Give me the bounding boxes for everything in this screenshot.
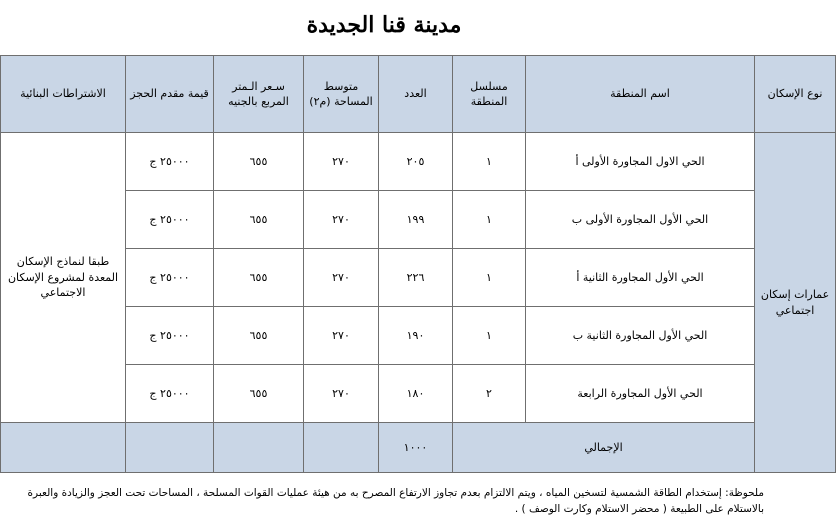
area-name-cell: الحي الأول المجاورة الثانية ب <box>526 307 755 365</box>
deposit-cell: ٢٥٠٠٠ ج <box>126 133 214 191</box>
area-serial-cell: ٢ <box>453 365 526 423</box>
total-value: ١٠٠٠ <box>379 423 453 473</box>
count-cell: ١٩٩ <box>379 191 453 249</box>
header-count: العدد <box>379 56 453 133</box>
table-row <box>1 249 836 307</box>
total-empty-cell <box>214 423 304 473</box>
avg-area-cell: ٢٧٠ <box>304 307 379 365</box>
avg-area-cell: ٢٧٠ <box>304 249 379 307</box>
deposit-cell: ٢٥٠٠٠ ج <box>126 191 214 249</box>
total-row <box>1 423 836 473</box>
price-cell: ٦٥٥ <box>214 307 304 365</box>
price-cell: ٦٥٥ <box>214 249 304 307</box>
count-cell: ٢٢٦ <box>379 249 453 307</box>
page-title: مدينة قنا الجديدة <box>306 12 462 38</box>
area-name-cell: الحي الاول المجاورة الأولى أ <box>526 133 755 191</box>
table-row <box>1 365 836 423</box>
price-cell: ٦٥٥ <box>214 133 304 191</box>
footnote: ملحوظة: إستخدام الطاقة الشمسية لتسخين المياه ، ويتم الالتزام بعدم تجاوز الارتفاع المصرح به من هيئة عمليات القوات المسلحة ، المساحات تحت العجز والزيادة والعبرة بالاستلام على الطبيعة ( محضر الاستلام وكارت الوصف ) . <box>27 487 764 516</box>
header-price-per-meter: سـعر الـمتر المربع بالجنيه <box>214 56 304 133</box>
area-name-cell: الحي الأول المجاورة الثانية أ <box>526 249 755 307</box>
deposit-cell: ٢٥٠٠٠ ج <box>126 307 214 365</box>
table-row <box>1 191 836 249</box>
area-name-cell: الحي الأول المجاورة الرابعة <box>526 365 755 423</box>
deposit-cell: ٢٥٠٠٠ ج <box>126 249 214 307</box>
header-down-payment: قيمة مقدم الحجز <box>126 56 214 133</box>
total-empty-cell <box>126 423 214 473</box>
header-row <box>1 56 836 133</box>
count-cell: ١٩٠ <box>379 307 453 365</box>
header-building-requirements: الاشتراطات البنائية <box>1 56 126 133</box>
avg-area-cell: ٢٧٠ <box>304 191 379 249</box>
housing-table <box>0 55 836 473</box>
count-cell: ١٨٠ <box>379 365 453 423</box>
price-cell: ٦٥٥ <box>214 365 304 423</box>
deposit-cell: ٢٥٠٠٠ ج <box>126 365 214 423</box>
table-row <box>1 307 836 365</box>
table-row <box>1 133 836 191</box>
header-avg-area: متوسط المساحة (م٢) <box>304 56 379 133</box>
avg-area-cell: ٢٧٠ <box>304 133 379 191</box>
building-requirements-cell: طبقا لنماذج الإسكان المعدة لمشروع الإسكان الاجتماعي <box>1 133 126 423</box>
area-serial-cell: ١ <box>453 249 526 307</box>
header-area-name: اسم المنطقة <box>526 56 755 133</box>
avg-area-cell: ٢٧٠ <box>304 365 379 423</box>
total-label: الإجمالي <box>453 423 755 473</box>
area-serial-cell: ١ <box>453 191 526 249</box>
area-name-cell: الحي الأول المجاورة الأولى ب <box>526 191 755 249</box>
header-housing-type: نوع الإسكان <box>755 56 836 133</box>
total-empty-cell <box>1 423 126 473</box>
area-serial-cell: ١ <box>453 133 526 191</box>
count-cell: ٢٠٥ <box>379 133 453 191</box>
area-serial-cell: ١ <box>453 307 526 365</box>
housing-type-cell: عمارات إسكان اجتماعي <box>755 133 836 473</box>
header-area-serial: مسلسل المنطقة <box>453 56 526 133</box>
price-cell: ٦٥٥ <box>214 191 304 249</box>
total-empty-cell <box>304 423 379 473</box>
